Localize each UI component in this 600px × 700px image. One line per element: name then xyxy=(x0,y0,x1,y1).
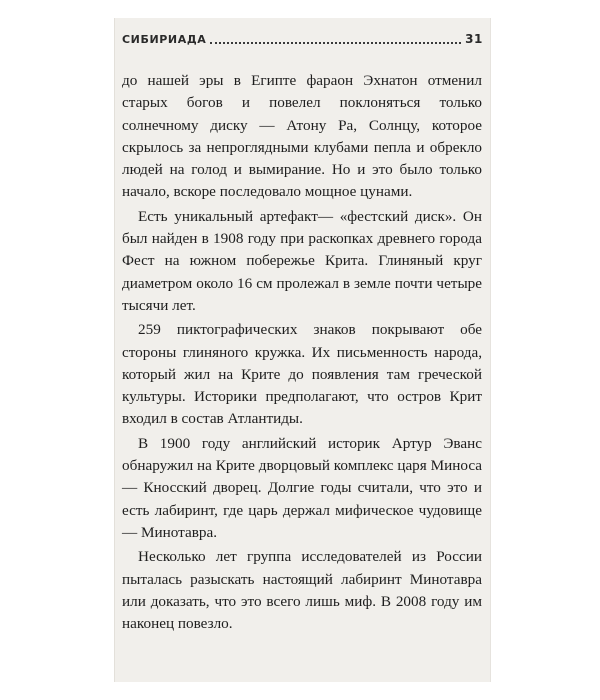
paragraph-2: Есть уникальный артефакт— «фестский диск». Он был найден в 1908 году при раскопках древнего города Фест на южном побережье Крита. Глиняный круг диаметром около 16 см пролежал в земле почти четыре тысячи лет. xyxy=(122,207,482,314)
section-title: СИБИРИАДА xyxy=(122,32,207,46)
header-dot-leader xyxy=(210,32,461,44)
book-page xyxy=(114,18,491,682)
page-number: 31 xyxy=(465,32,483,46)
paragraph-4: В 1900 году английский историк Артур Эванс обнаружил на Крите дворцовый комплекс царя Миноса — Кносский дворец. Долгие годы считали, что это и есть лабиринт, где царь держал мифическое чудовище — Минотавра. xyxy=(122,434,482,541)
paragraph-1: до нашей эры в Египте фараон Эхнатон отменил старых богов и повелел поклоняться только солнечному диску — Атону Ра, Солнцу, которое скрылось за непроглядными клубами пепла и обрекло людей на голод и вымирание. Но и это было только начало, вскоре последовало мощное цунами. xyxy=(122,72,482,201)
body-text xyxy=(122,70,482,635)
paragraph-5: Несколько лет группа исследователей из России пыталась разыскать настоящий лабиринт Минотавра или доказать, что это всего лишь миф. В 2008 году им наконец повезло. xyxy=(122,548,482,633)
running-header xyxy=(122,28,483,50)
paragraph-3: 259 пиктографических знаков покрывают обе стороны глиняного кружка. Их письменность народа, который жил на Крите до появления там греческой культуры. Историки предполагают, что остров Крит входил в состав Атлантиды. xyxy=(122,321,482,428)
